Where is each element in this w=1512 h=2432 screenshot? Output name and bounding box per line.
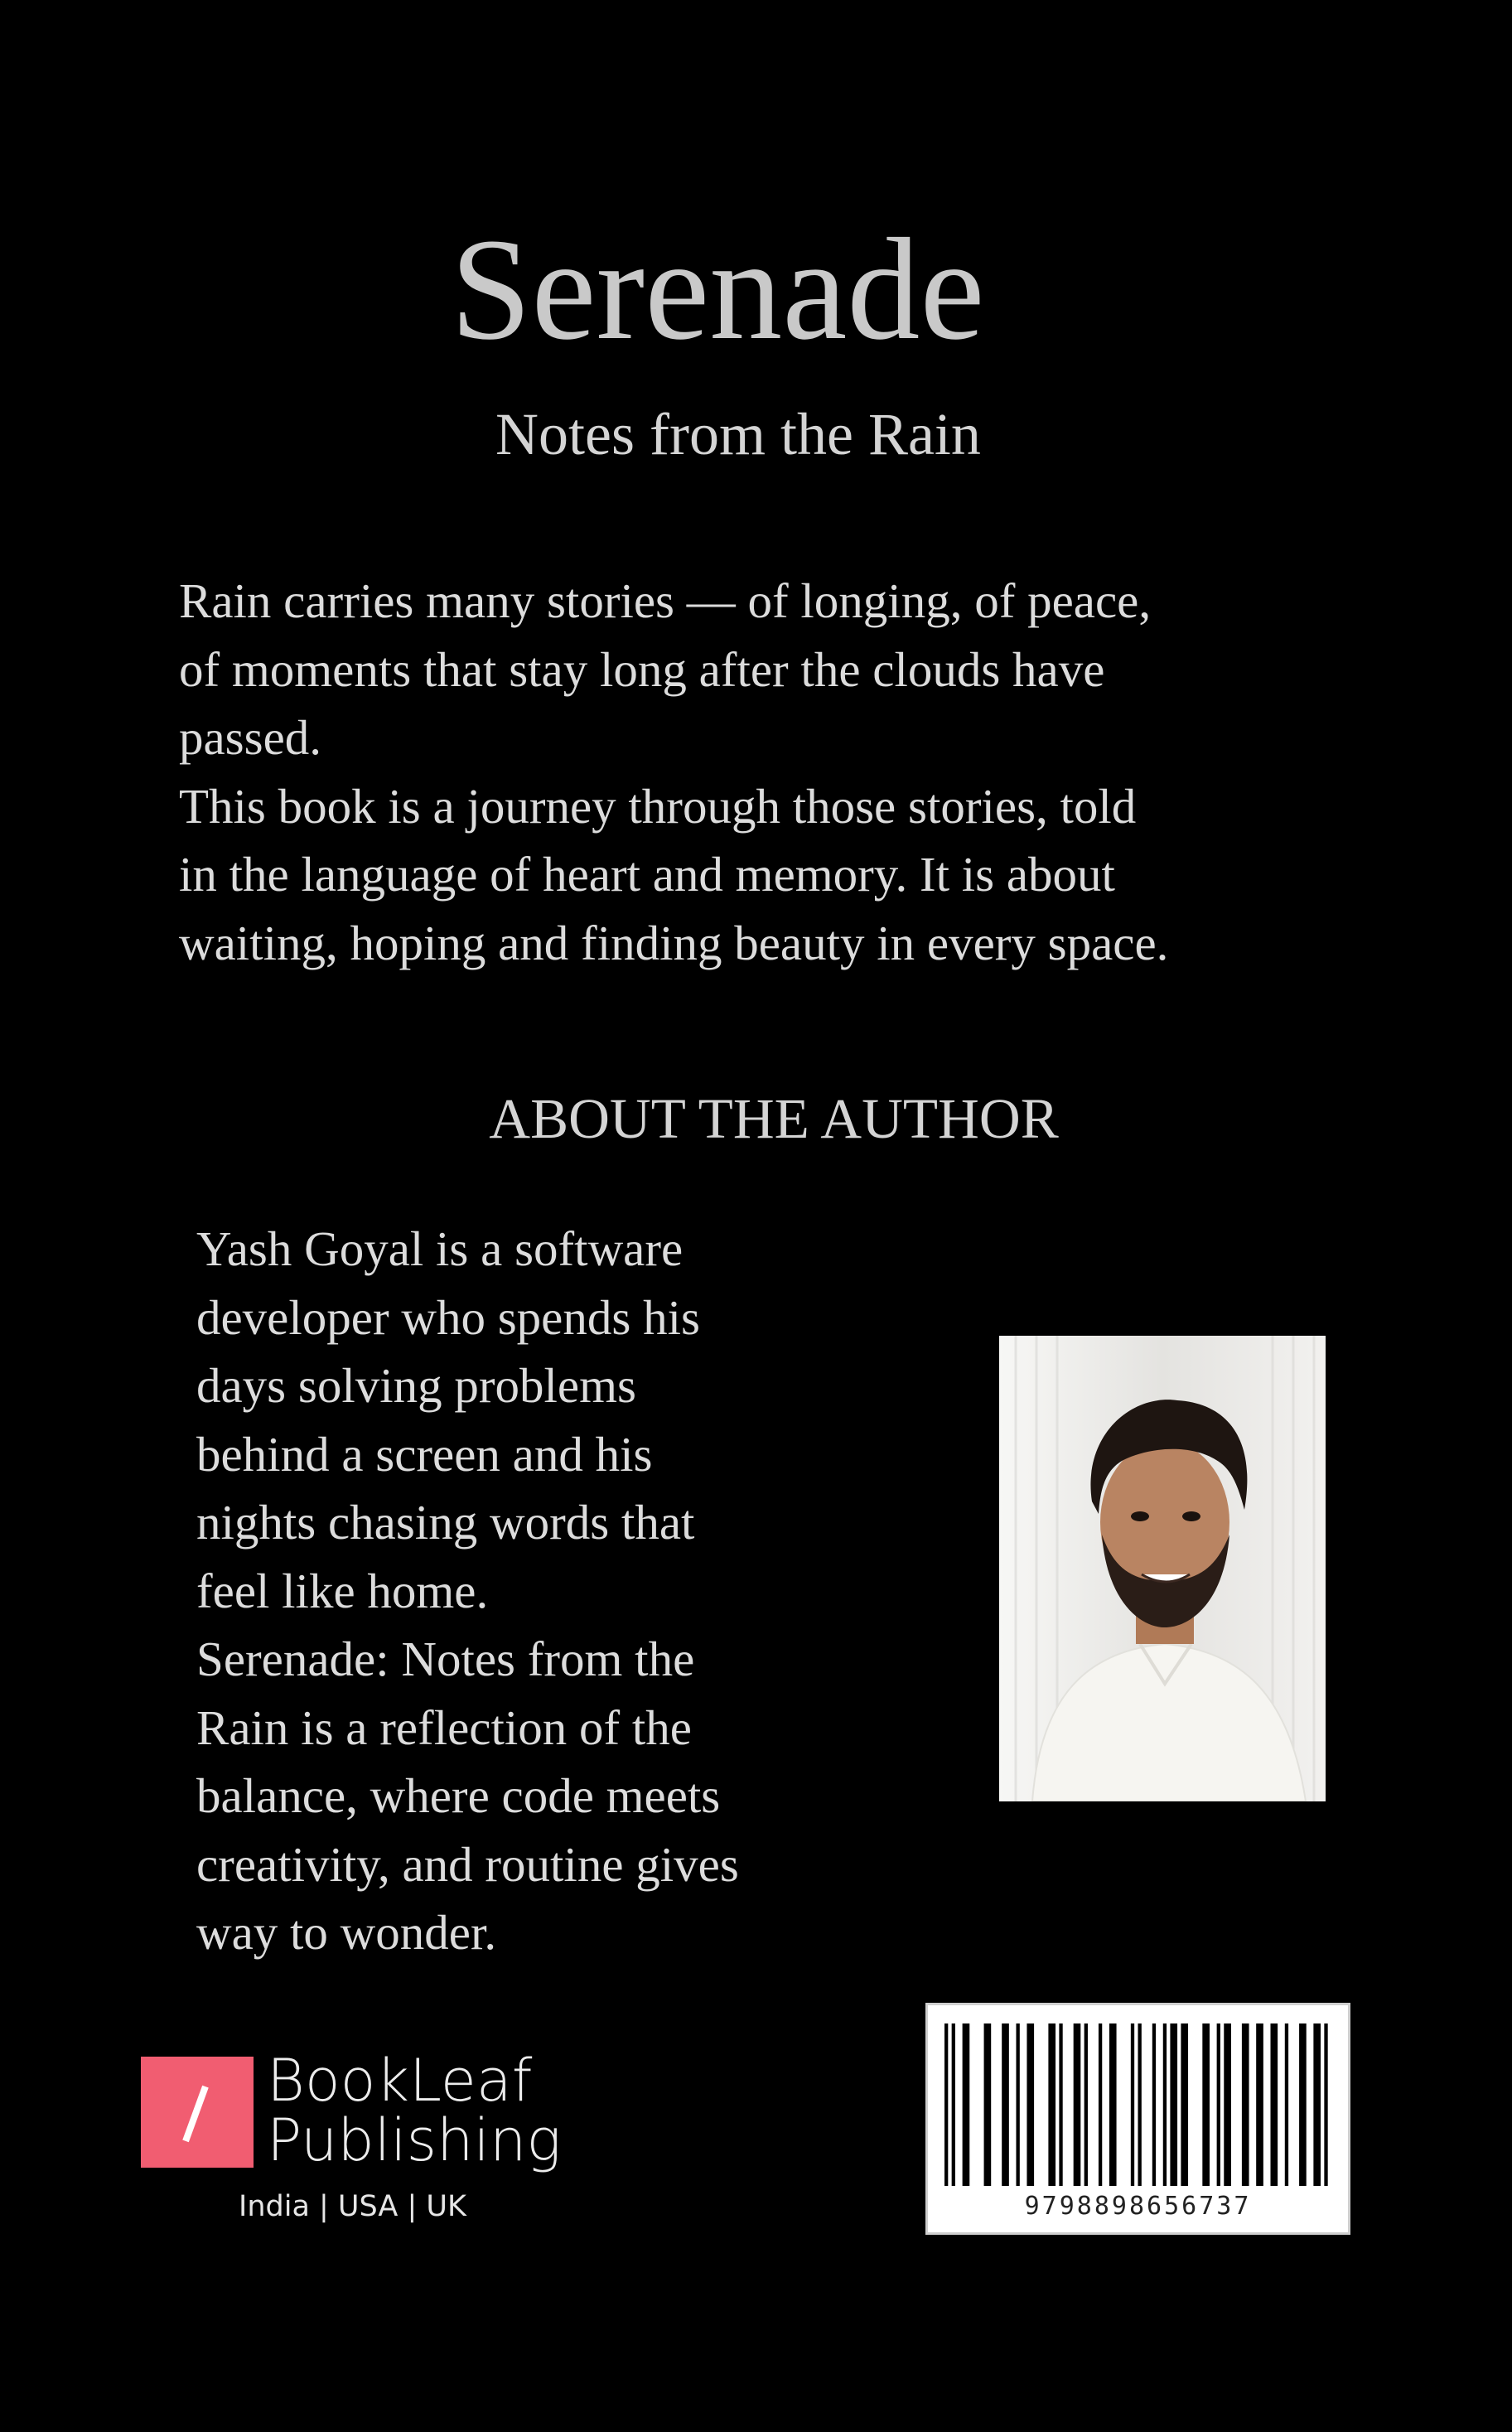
barcode-bar: [1002, 2023, 1009, 2186]
barcode-bar: [952, 2023, 955, 2186]
barcode-bar: [1016, 2023, 1019, 2186]
barcode-bar: [1285, 2023, 1288, 2186]
bio-line: creativity, and routine gives: [196, 1836, 739, 1892]
blurb-line: This book is a journey through those stories, told: [179, 778, 1137, 834]
about-author-heading: ABOUT THE AUTHOR: [489, 1087, 1059, 1150]
slash-icon: [182, 2086, 208, 2143]
bio-line: nights chasing words that: [196, 1495, 695, 1550]
blurb-line: in the language of heart and memory. It is about: [179, 847, 1115, 902]
blurb-line: Rain carries many stories — of longing, of peace,: [179, 573, 1152, 628]
bio-line: way to wonder.: [196, 1905, 497, 1960]
book-subtitle: Notes from the Rain: [495, 401, 981, 467]
publisher-logo-mark: [141, 2057, 254, 2168]
bio-line: Rain is a reflection of the: [196, 1699, 692, 1755]
blurb-line: of moments that stay long after the clouds have: [179, 641, 1105, 697]
barcode-bar: [1270, 2023, 1278, 2186]
author-portrait-icon: [999, 1336, 1326, 1801]
bio-line: feel like home.: [196, 1563, 489, 1618]
barcode-bars: [944, 2023, 1331, 2186]
barcode-bar: [1170, 2023, 1177, 2186]
barcode-bar: [1109, 2023, 1117, 2186]
barcode-bar: [1324, 2023, 1327, 2186]
author-photo: [999, 1336, 1326, 1801]
bio-line: Yash Goyal is a software: [196, 1221, 684, 1276]
bio-line: balance, where code meets: [196, 1768, 721, 1823]
barcode-bar: [1138, 2023, 1142, 2186]
barcode-bar: [1027, 2023, 1034, 2186]
barcode-bar: [1217, 2023, 1220, 2186]
isbn-number: 9798898656737: [1024, 2192, 1252, 2221]
barcode-bar: [1202, 2023, 1210, 2186]
blurb-line: passed.: [179, 710, 322, 765]
publisher-name-line2: Publishing: [267, 2106, 562, 2174]
barcode-bar: [1256, 2023, 1263, 2186]
barcode-bar: [1074, 2023, 1081, 2186]
barcode-bar: [1131, 2023, 1134, 2186]
barcode-bar: [1313, 2023, 1321, 2186]
author-bio: [196, 1215, 826, 1967]
barcode-bar: [1059, 2023, 1062, 2186]
barcode-bar: [1084, 2023, 1088, 2186]
bio-line: days solving problems: [196, 1358, 636, 1413]
barcode-bar: [963, 2023, 970, 2186]
barcode-bar: [1224, 2023, 1231, 2186]
barcode-bar: [1152, 2023, 1156, 2186]
book-blurb: [179, 567, 1306, 977]
barcode-bar: [1163, 2023, 1167, 2186]
barcode-bar: [1048, 2023, 1056, 2186]
barcode-bar: [984, 2023, 992, 2186]
bio-line: Serenade: Notes from the: [196, 1632, 695, 1686]
bio-line: developer who spends his: [196, 1289, 700, 1345]
barcode-bar: [1099, 2023, 1102, 2186]
publisher-regions: India | USA | UK: [239, 2190, 466, 2223]
book-title: Serenade: [450, 209, 985, 370]
publisher-name-line1: BookLeaf: [267, 2047, 533, 2115]
barcode-bar: [1242, 2023, 1249, 2186]
barcode-bar: [1181, 2023, 1188, 2186]
barcode-bar: [1299, 2023, 1307, 2186]
bio-line: behind a screen and his: [196, 1426, 653, 1482]
barcode-bar: [944, 2023, 948, 2186]
isbn-barcode: [925, 2003, 1350, 2235]
blurb-line: waiting, hoping and finding beauty in every space.: [179, 915, 1169, 970]
